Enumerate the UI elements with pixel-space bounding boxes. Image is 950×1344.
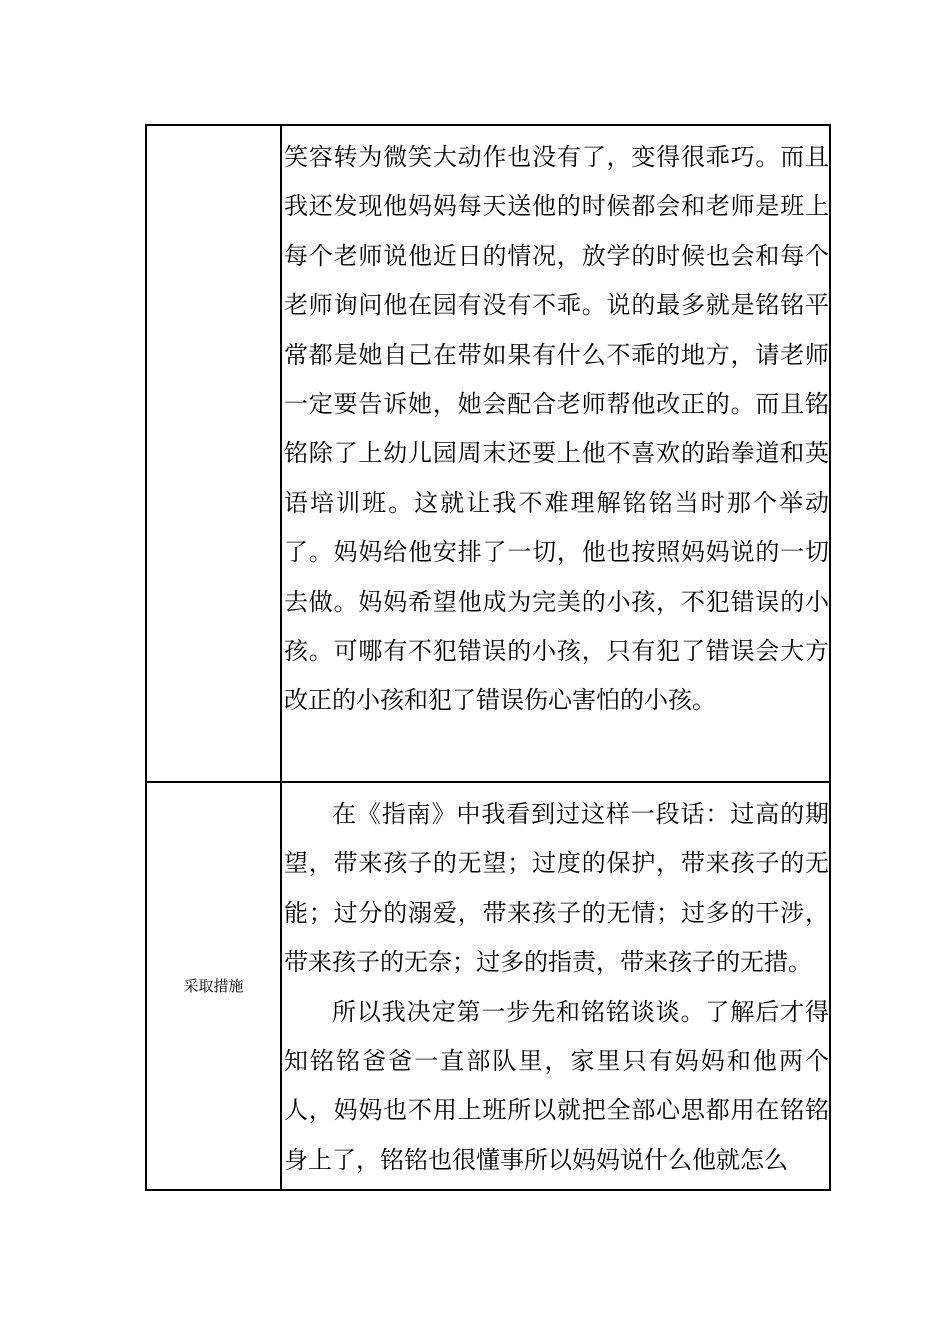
table-row (146, 125, 830, 782)
measures-label: 采取措施 (146, 782, 281, 1190)
guide-quote-paragraph: 在《指南》中我看到过这样一段话：过高的期望，带来孩子的无望；过度的保护，带来孩子的无能；过分的溺爱，带来孩子的无情；过多的干涉，带来孩子的无奈；过多的指责，带来孩子的无措。 (284, 800, 829, 977)
observation-paragraph: 笑容转为微笑大动作也没有了，变得很乖巧。而且我还发现他妈妈每天送他的时候都会和老师是班上每个老师说他近日的情况，放学的时候也会和每个老师询问他在园有没有不乖。说的最多就是铭铭平常都是她自己在带如果有什么不乖的地方，请老师一定要告诉她，她会配合老师帮他改正的。而且铭铭除了上幼儿园周末还要上他不喜欢的跆拳道和英语培训班。这就让我不难理解铭铭当时那个举动了。妈妈给他安排了一切，他也按照妈妈说的一切去做。妈妈希望他成为完美的小孩，不犯错误的小孩。可哪有不犯错误的小孩，只有犯了错误会大方改正的小孩和犯了错误伤心害怕的小孩。 (284, 143, 829, 715)
table-row (146, 782, 830, 1190)
first-step-paragraph: 所以我决定第一步先和铭铭谈谈。了解后才得知铭铭爸爸一直部队里，家里只有妈妈和他两个人，妈妈也不用上班所以就把全部心思都用在铭铭身上了，铭铭也很懂事所以妈妈说什么他就怎么 (284, 997, 829, 1174)
measures-content-cell (281, 782, 830, 1190)
row-content-cell (281, 125, 830, 782)
row-label-cell (146, 125, 281, 782)
record-table (145, 124, 831, 1191)
